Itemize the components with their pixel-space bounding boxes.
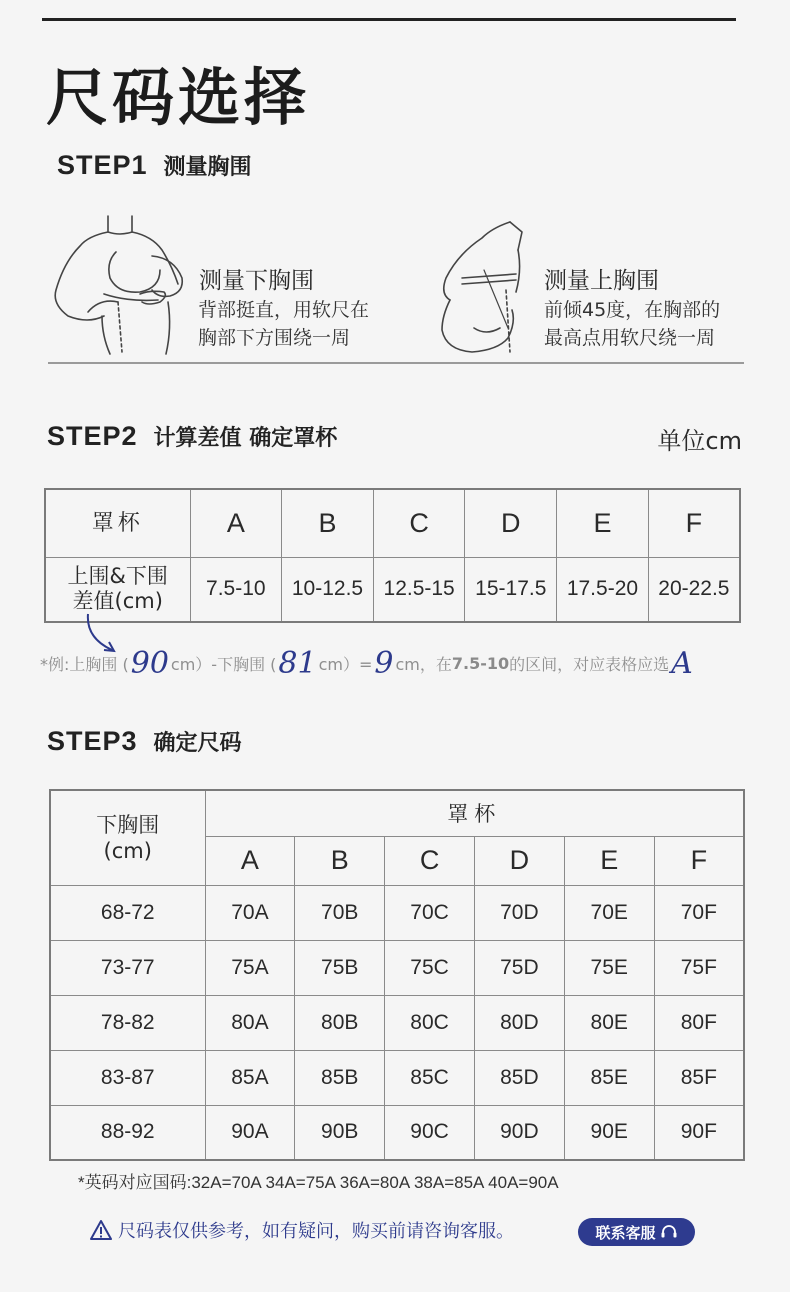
under-bust-title: 测量下胸围: [199, 268, 314, 294]
example-mid3: cm，在: [395, 655, 452, 674]
example-prefix: *例:上胸围 (: [40, 655, 129, 674]
size-cell: 90A: [205, 1105, 295, 1160]
under-bust-range: 83-87: [50, 1050, 205, 1105]
cup-letter: A: [205, 836, 295, 885]
top-divider: [42, 18, 736, 21]
step2-number: STEP2: [47, 421, 138, 451]
size-cell: 75E: [564, 940, 654, 995]
step1-divider: [48, 362, 744, 364]
size-cell: 85A: [205, 1050, 295, 1105]
contact-service-label: 联系客服: [595, 1223, 656, 1242]
cup-letter: B: [295, 836, 385, 885]
size-cell: 70F: [654, 885, 744, 940]
table-row: [50, 995, 744, 1050]
cup-header-row: [45, 489, 740, 557]
step2-title: 计算差值 确定罩杯: [153, 426, 338, 451]
table-row: [50, 1105, 744, 1160]
example-result: A: [671, 646, 693, 681]
size-cell: 75B: [295, 940, 385, 995]
difference-label-line2: 差值(cm): [72, 589, 163, 614]
difference-cell: 7.5-10: [190, 557, 282, 622]
cup-header-label: 罩杯: [45, 489, 190, 557]
size-cell: 85D: [474, 1050, 564, 1105]
contact-service-button[interactable]: [578, 1218, 695, 1246]
example-over-value: 90: [130, 646, 169, 681]
under-bust-desc-line2: 胸部下方围绕一周: [198, 327, 351, 349]
cup-letter: E: [564, 836, 654, 885]
table-row: [50, 1050, 744, 1105]
table-row: [50, 885, 744, 940]
cup-letter: E: [557, 489, 649, 557]
difference-cell: 10-12.5: [282, 557, 374, 622]
step2-heading: [47, 421, 337, 452]
cup-letter: C: [385, 836, 475, 885]
step1-heading: [57, 150, 252, 181]
cup-letter: B: [282, 489, 374, 557]
size-conversion-note: *英码对应国码:32A=70A 34A=75A 36A=80A 38A=85A 40A=90A: [78, 1173, 559, 1192]
example-under-value: 81: [278, 646, 317, 681]
under-bust-header-line2: (cm): [103, 838, 152, 863]
over-bust-illustration: [412, 218, 540, 358]
step3-title: 确定尺码: [153, 731, 242, 756]
difference-cell: 17.5-20: [557, 557, 649, 622]
cup-letter: A: [190, 489, 282, 557]
disclaimer-text: 尺码表仅供参考，如有疑问，购买前请咨询客服。: [118, 1221, 514, 1242]
example-mid2: cm）=: [318, 655, 373, 674]
over-bust-desc-line1: 前倾45度，在胸部的: [544, 299, 721, 321]
size-cell: 75A: [205, 940, 295, 995]
size-header-row: [50, 790, 744, 836]
size-cell: 75C: [385, 940, 475, 995]
cup-letter: C: [373, 489, 465, 557]
example-range: 7.5-10: [451, 654, 510, 673]
example-mid4: 的区间，对应表格应选: [509, 655, 670, 674]
difference-cell: 20-22.5: [648, 557, 740, 622]
size-cell: 85E: [564, 1050, 654, 1105]
example-diff-value: 9: [374, 646, 394, 681]
under-bust-desc: [198, 296, 369, 352]
disclaimer: [90, 1217, 514, 1243]
size-cell: 90D: [474, 1105, 564, 1160]
under-bust-range: 68-72: [50, 885, 205, 940]
unit-label: 单位cm: [657, 427, 742, 455]
size-cell: 90E: [564, 1105, 654, 1160]
step3-heading: [47, 726, 242, 757]
under-bust-header-line1: 下胸围: [96, 812, 160, 837]
size-cell: 80B: [295, 995, 385, 1050]
step1-number: STEP1: [57, 150, 148, 180]
size-cell: 70B: [295, 885, 385, 940]
size-cell: 75F: [654, 940, 744, 995]
size-cell: 85F: [654, 1050, 744, 1105]
under-bust-desc-line1: 背部挺直，用软尺在: [198, 299, 370, 321]
headset-icon: [660, 1224, 678, 1240]
under-bust-range: 78-82: [50, 995, 205, 1050]
size-table: [49, 789, 745, 1161]
under-bust-range: 73-77: [50, 940, 205, 995]
difference-label-line1: 上围&下围: [67, 564, 168, 589]
step1-title: 测量胸围: [163, 155, 252, 180]
size-cell: 90F: [654, 1105, 744, 1160]
cup-letter: D: [465, 489, 557, 557]
size-cell: 80D: [474, 995, 564, 1050]
over-bust-desc-line2: 最高点用软尺绕一周: [544, 327, 716, 349]
size-cell: 90C: [385, 1105, 475, 1160]
size-cell: 80C: [385, 995, 475, 1050]
under-bust-range: 88-92: [50, 1105, 205, 1160]
size-cell: 70C: [385, 885, 475, 940]
size-cell: 90B: [295, 1105, 385, 1160]
cup-letter: F: [654, 836, 744, 885]
under-bust-header: [50, 790, 205, 885]
under-bust-illustration: [48, 212, 198, 358]
step3-number: STEP3: [47, 726, 138, 756]
warning-icon: [90, 1219, 112, 1241]
example-mid1: cm）-下胸围 (: [170, 655, 277, 674]
size-cell: 70D: [474, 885, 564, 940]
size-cell: 80E: [564, 995, 654, 1050]
cup-letter: F: [648, 489, 740, 557]
table-row: [50, 940, 744, 995]
example-calculation: [40, 646, 695, 681]
difference-cell: 15-17.5: [465, 557, 557, 622]
cup-difference-table: [44, 488, 741, 623]
difference-row: [45, 557, 740, 622]
over-bust-title: 测量上胸围: [544, 268, 659, 294]
over-bust-desc: [544, 296, 720, 352]
size-cell: 80A: [205, 995, 295, 1050]
size-cell: 80F: [654, 995, 744, 1050]
size-cell: 85C: [385, 1050, 475, 1105]
cup-group-header: 罩杯: [205, 790, 744, 836]
size-cell: 70E: [564, 885, 654, 940]
size-cell: 70A: [205, 885, 295, 940]
size-cell: 85B: [295, 1050, 385, 1105]
page-title: 尺码选择: [46, 61, 311, 134]
difference-cell: 12.5-15: [373, 557, 465, 622]
size-cell: 75D: [474, 940, 564, 995]
cup-letter: D: [474, 836, 564, 885]
